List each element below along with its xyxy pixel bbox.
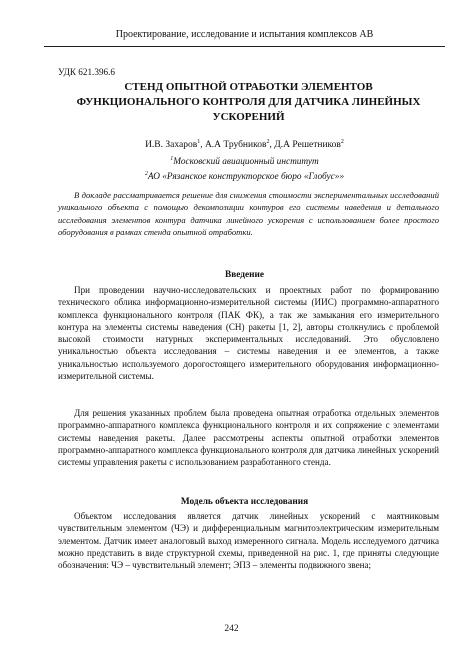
affiliation: [44, 157, 445, 167]
body-paragraph: Объектом исследования является датчик линейных ускорений с маятниковым чувствительным элементом (ЧЭ) и дифференциальным магнитоэлектрическим измерительным элементом. Датчик имеет аналоговый выход измеренного сигнала. Модель исследуемого датчика можно представить в виде структурной схемы, приведенной на рис. 1, где приняты следующие обозначения: ЧЭ – чувствительный элемент; ЭПЗ – элементы подвижного звена;: [58, 511, 439, 571]
abstract: В докладе рассматривается решение для снижения стоимости экспериментальных исследований уникального объекта с помощью декомпозиции контуров его системы наведения и детального исследования элементов контура датчика линейного ускорения с использованием более простого оборудования в рамках стенда опытной отработки.: [58, 190, 439, 237]
running-header: Проектирование, исследование и испытания комплексов АВ: [115, 29, 374, 40]
section-heading-model: Модель объекта исследования: [180, 497, 309, 507]
paper-title: СТЕНД ОПЫТНОЙ ОТРАБОТКИ ЭЛЕМЕНТОВ ФУНКЦИОНАЛЬНОГО КОНТРОЛЯ ДЛЯ ДАТЧИКА ЛИНЕЙНЫХ УСКОРЕНИЙ: [76, 81, 421, 123]
author-name: Д.А Решетников: [274, 140, 341, 150]
affiliation-text: Московский авиационный институт: [173, 157, 319, 167]
affiliation-text: АО «Рязанское конструкторское бюро «Глобус»»: [147, 172, 345, 182]
author-name: И.В. Захаров: [145, 140, 198, 150]
section-heading-intro: Введение: [225, 270, 264, 280]
udc-code: УДК 621.396.6: [58, 67, 116, 77]
affiliation: [44, 172, 445, 182]
body-paragraph: Для решения указанных проблем была проведена опытная отработка отдельных элементов программно-аппаратного комплекса функционального контроля и их сопряжение с элементами системы наведения ракеты. Далее рассмотрены аспекты опытной отработки элементов программно-аппаратного комплекса функционального контроля для датчика линейных ускорений системы управления ракеты с использованием разработанного стенда.: [58, 408, 439, 468]
affiliation-mark: 2: [144, 170, 148, 177]
author-list: И.В. Захаров$^1$, А.А Трубников$^2$, Д.А Решетников$^2$: [145, 138, 344, 150]
author-affiliation-mark: 2: [266, 138, 270, 145]
header-divider: [44, 46, 445, 47]
author-affiliation-mark: 2: [340, 138, 344, 145]
author-affiliation-mark: 1: [197, 138, 201, 145]
page-number: 242: [224, 624, 239, 634]
body-paragraph: При проведении научно-исследовательских и проектных работ по формированию технического облика информационно-измерительной системы (ИИС) программно-аппаратного комплекса функционального контроля (ПАК ФК), а так же замыкания его измерительного контура на элементы системы наведения (СН) ракеты [1, 2], авторы столкнулись с проблемой высокой стоимости натурных экспериментальных исследований. Это обусловлено уникальностью объекта исследования – системы наведения и ее элементов, а также уникальностью используемого дорогостоящего измерительного оборудования информационно-измерительной системы.: [58, 285, 439, 382]
affiliation-mark: 1: [170, 155, 174, 162]
author-name: А.А Трубников: [204, 140, 267, 150]
